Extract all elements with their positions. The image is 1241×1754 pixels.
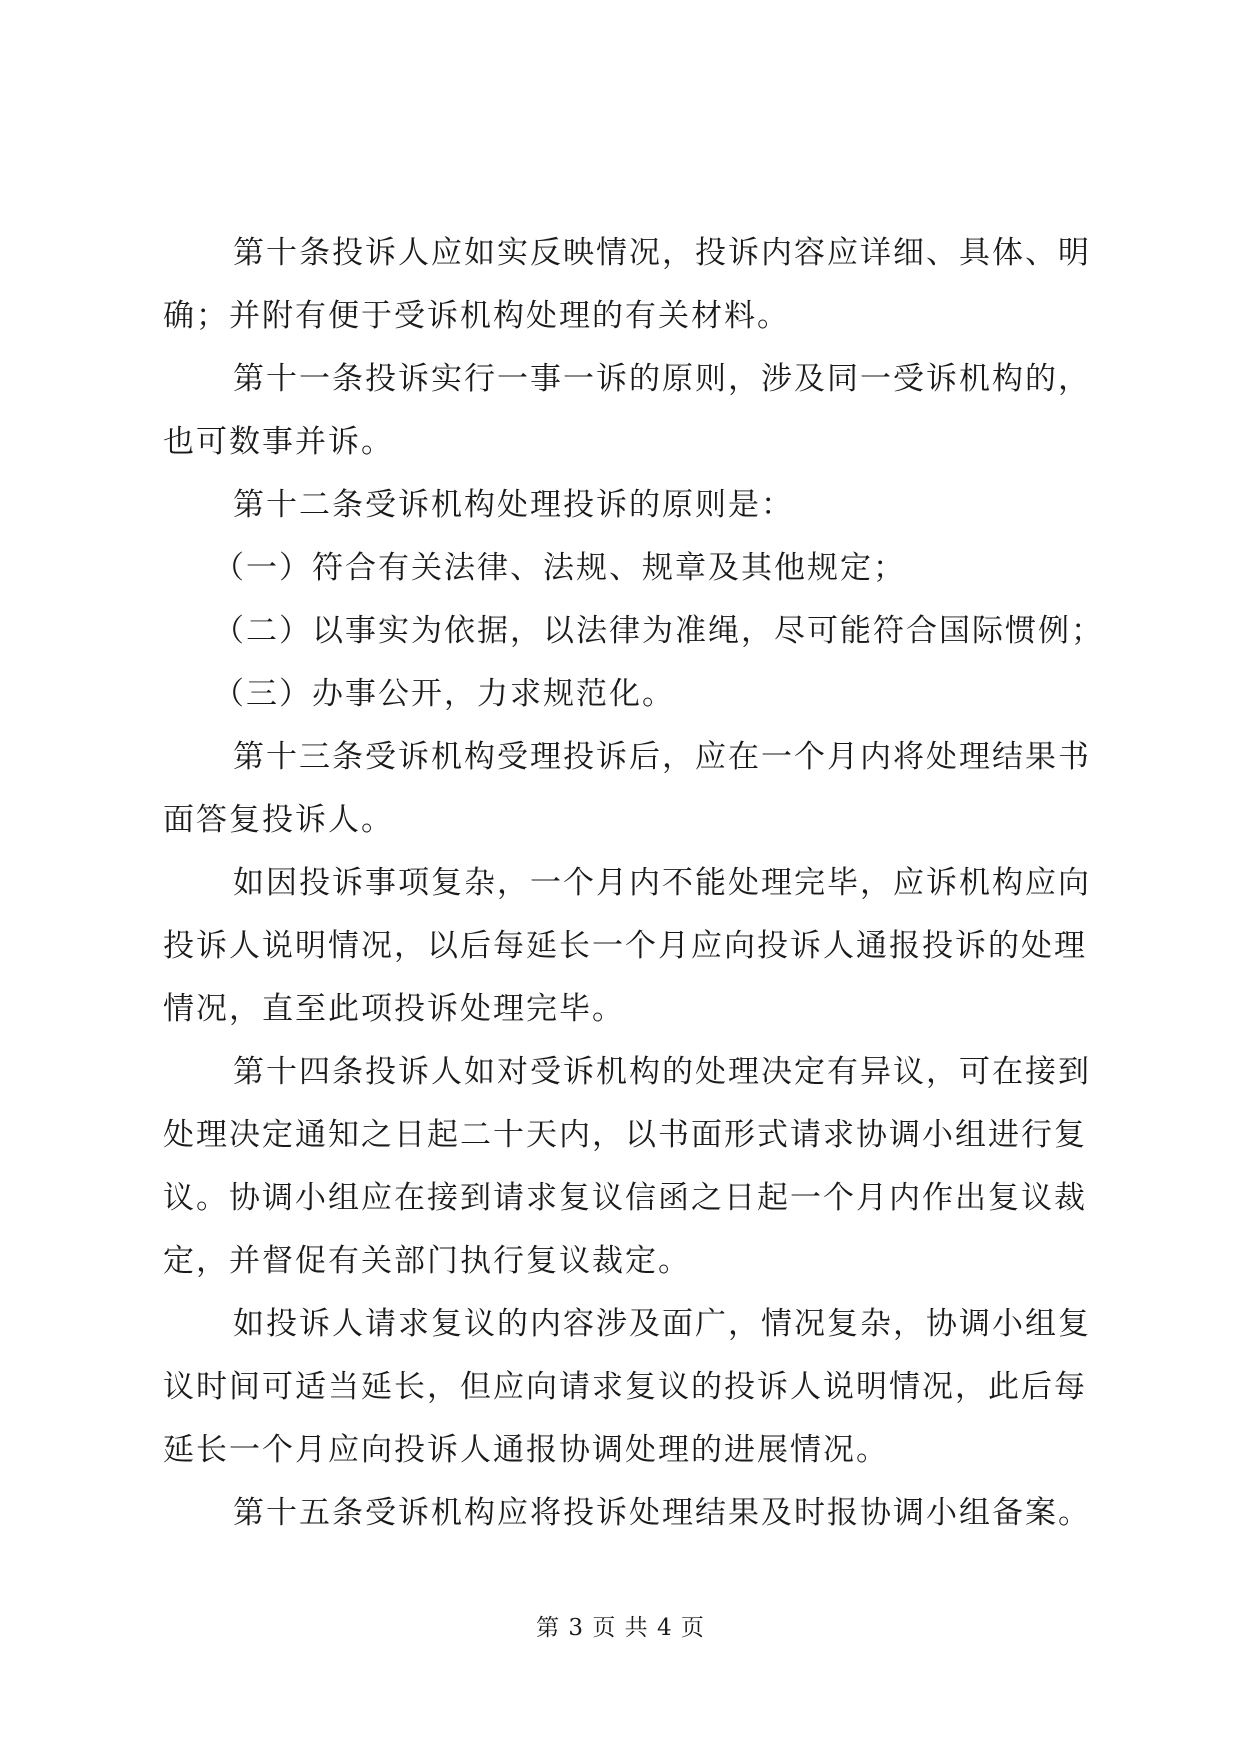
document-body xyxy=(163,222,1104,1545)
paragraph-line: 定，并督促有关部门执行复议裁定。 xyxy=(163,1243,691,1279)
paragraph-line: 议时间可适当延长，但应向请求复议的投诉人说明情况，此后每 xyxy=(163,1369,1087,1405)
paragraph-line: 第十二条受诉机构处理投诉的原则是： xyxy=(233,487,794,523)
paragraph-line: 议。协调小组应在接到请求复议信函之日起一个月内作出复议裁 xyxy=(163,1180,1087,1216)
list-item-line: （三）办事公开，力求规范化。 xyxy=(213,676,675,712)
paragraph-line: 投诉人说明情况，以后每延长一个月应向投诉人通报投诉的处理 xyxy=(163,928,1087,964)
paragraph-line: 处理决定通知之日起二十天内，以书面形式请求协调小组进行复 xyxy=(163,1117,1087,1153)
paragraph-line: 确；并附有便于受诉机构处理的有关材料。 xyxy=(163,298,790,334)
paragraph-line: 面答复投诉人。 xyxy=(163,802,394,838)
paragraph-line: 如因投诉事项复杂，一个月内不能处理完毕，应诉机构应向 xyxy=(233,865,1091,901)
list-item-line: （二）以事实为依据，以法律为准绳，尽可能符合国际惯例； xyxy=(213,613,1104,649)
paragraph-line: 也可数事并诉。 xyxy=(163,424,394,460)
paragraph-line: 延长一个月应向投诉人通报协调处理的进展情况。 xyxy=(163,1432,889,1468)
paragraph-line: 第十条投诉人应如实反映情况，投诉内容应详细、具体、明 xyxy=(233,235,1091,271)
paragraph-line: 第十四条投诉人如对受诉机构的处理决定有异议，可在接到 xyxy=(233,1054,1091,1090)
list-item-line: （一）符合有关法律、法规、规章及其他规定； xyxy=(213,550,906,586)
paragraph-line: 情况，直至此项投诉处理完毕。 xyxy=(163,991,625,1027)
page-number-footer: 第 3 页 共 4 页 xyxy=(536,1615,705,1641)
paragraph-line: 第十五条受诉机构应将投诉处理结果及时报协调小组备案。 xyxy=(233,1495,1091,1531)
paragraph-line: 第十一条投诉实行一事一诉的原则，涉及同一受诉机构的， xyxy=(233,361,1091,397)
paragraph-line: 第十三条受诉机构受理投诉后，应在一个月内将处理结果书 xyxy=(233,739,1091,775)
paragraph-line: 如投诉人请求复议的内容涉及面广，情况复杂，协调小组复 xyxy=(233,1306,1091,1342)
